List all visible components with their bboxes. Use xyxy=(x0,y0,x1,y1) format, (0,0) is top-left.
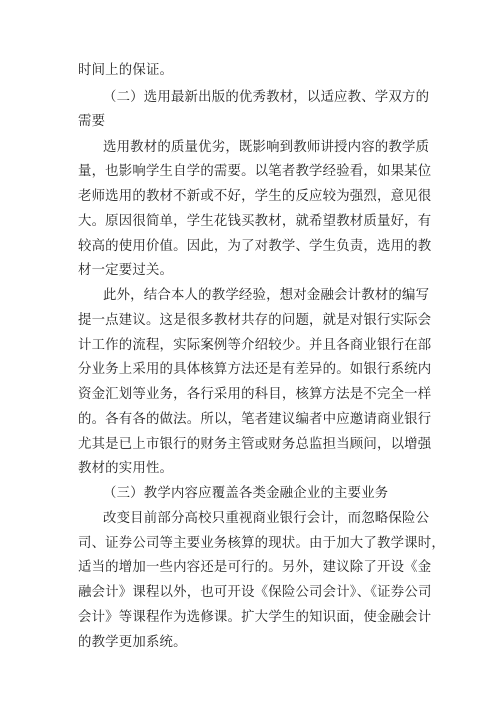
text-line: 分业务上采用的具体核算方法还是有差异的。如银行系统内 xyxy=(78,362,432,377)
text-line: 老师选用的教材不新或不好，学生的反应较为强烈，意见很 xyxy=(78,189,432,204)
text-line: 的教学更加系统。 xyxy=(78,635,187,650)
section-heading-continuation: 需要 xyxy=(78,114,106,129)
text-line: 资金汇划等业务，各行采用的科目，核算方法是不完全一样 xyxy=(78,387,432,402)
text-line: 计工作的流程，实际案例等介绍较少。并且各商业银行在部 xyxy=(78,338,432,353)
text-line: 此外，结合本人的教学经验，想对金融会计教材的编写 xyxy=(103,288,430,303)
text-line: 尤其是已上市银行的财务主管或财务总监担当顾问，以增强 xyxy=(78,437,432,452)
text-line: 时间上的保证。 xyxy=(78,63,174,78)
text-line: 选用教材的质量优劣，既影响到教师讲授内容的教学质 xyxy=(103,140,430,155)
text-line: 的。各有各的做法。所以，笔者建议编者中应邀请商业银行 xyxy=(78,412,432,427)
text-line: 融会计》课程以外，也可开设《保险公司会计》、《证券公司 xyxy=(78,585,432,600)
text-line: 材一定要过关。 xyxy=(78,263,174,278)
section-heading: （三）教学内容应覆盖各类金融企业的主要业务 xyxy=(103,486,389,501)
text-line: 适当的增加一些内容还是可行的。另外，建议除了开设《金 xyxy=(78,560,432,575)
text-line: 提一点建议。这是很多教材共存的问题，就是对银行实际会 xyxy=(78,313,432,328)
section-heading: （二）选用最新出版的优秀教材，以适应教、学双方的 xyxy=(103,90,430,105)
text-line: 较高的使用价值。因此，为了对教学、学生负责，选用的教 xyxy=(78,239,432,254)
text-line: 司、证券公司等主要业务核算的现状。由于加大了教学课时， xyxy=(78,536,445,551)
text-line: 教材的实用性。 xyxy=(78,461,174,476)
text-line: 大。原因很简单，学生花钱买教材，就希望教材质量好，有 xyxy=(78,214,432,229)
text-line: 改变目前部分高校只重视商业银行会计，而忽略保险公 xyxy=(103,511,430,526)
text-line: 量，也影响学生自学的需要。以笔者教学经验看，如果某位 xyxy=(78,164,432,179)
text-line: 会计》等课程作为选修课。扩大学生的知识面，使金融会计 xyxy=(78,610,432,625)
